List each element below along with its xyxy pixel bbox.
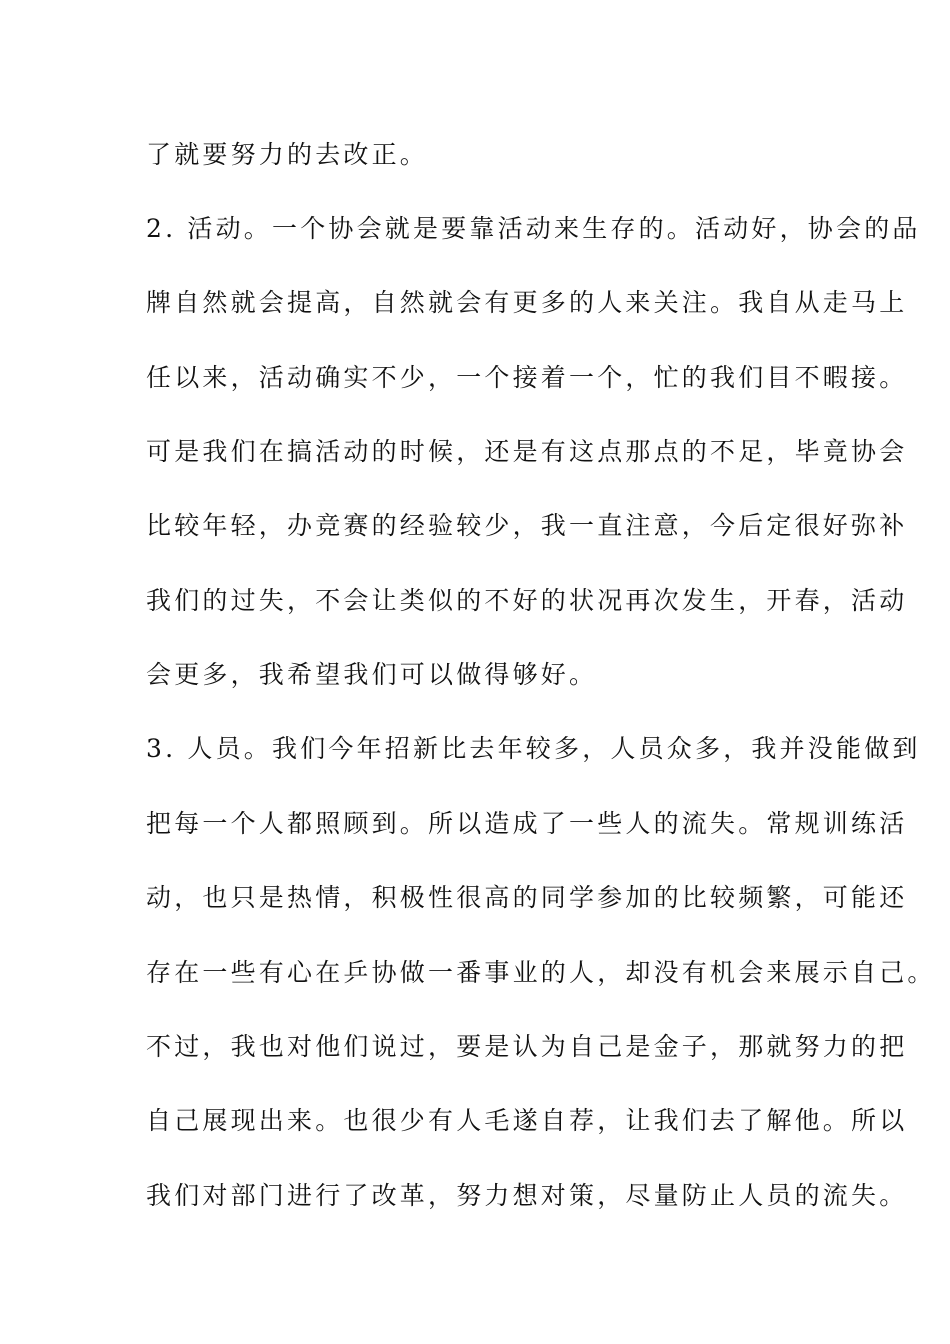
- paragraph-line: 自己展现出来。也很少有人毛遂自荐，让我们去了解他。所以: [146, 1106, 908, 1135]
- paragraph-line: 存在一些有心在乒协做一番事业的人，却没有机会来展示自己。: [146, 958, 936, 987]
- paragraph-line: 3. 人员。我们今年招新比去年较多，人员众多，我并没能做到: [146, 734, 921, 763]
- paragraph-line: 任以来，活动确实不少，一个接着一个，忙的我们目不暇接。: [146, 363, 908, 392]
- paragraph-line: 我们对部门进行了改革，努力想对策，尽量防止人员的流失。: [146, 1181, 908, 1210]
- paragraph-line: 比较年轻，办竞赛的经验较少，我一直注意，今后定很好弥补: [146, 511, 908, 540]
- paragraph-line: 会更多，我希望我们可以做得够好。: [146, 660, 598, 689]
- paragraph-line: 不过，我也对他们说过，要是认为自己是金子，那就努力的把: [146, 1032, 908, 1061]
- paragraph-line: 动，也只是热情，积极性很高的同学参加的比较频繁，可能还: [146, 883, 908, 912]
- paragraph-line: 我们的过失，不会让类似的不好的状况再次发生，开春，活动: [146, 586, 908, 615]
- paragraph-line: 把每一个人都照顾到。所以造成了一些人的流失。常规训练活: [146, 809, 908, 838]
- paragraph-line: 可是我们在搞活动的时候，还是有这点那点的不足，毕竟协会: [146, 437, 908, 466]
- paragraph-line: 2. 活动。一个协会就是要靠活动来生存的。活动好，协会的品: [146, 214, 921, 243]
- paragraph-line: 牌自然就会提高，自然就会有更多的人来关注。我自从走马上: [146, 288, 908, 317]
- paragraph-line: 了就要努力的去改正。: [146, 140, 429, 169]
